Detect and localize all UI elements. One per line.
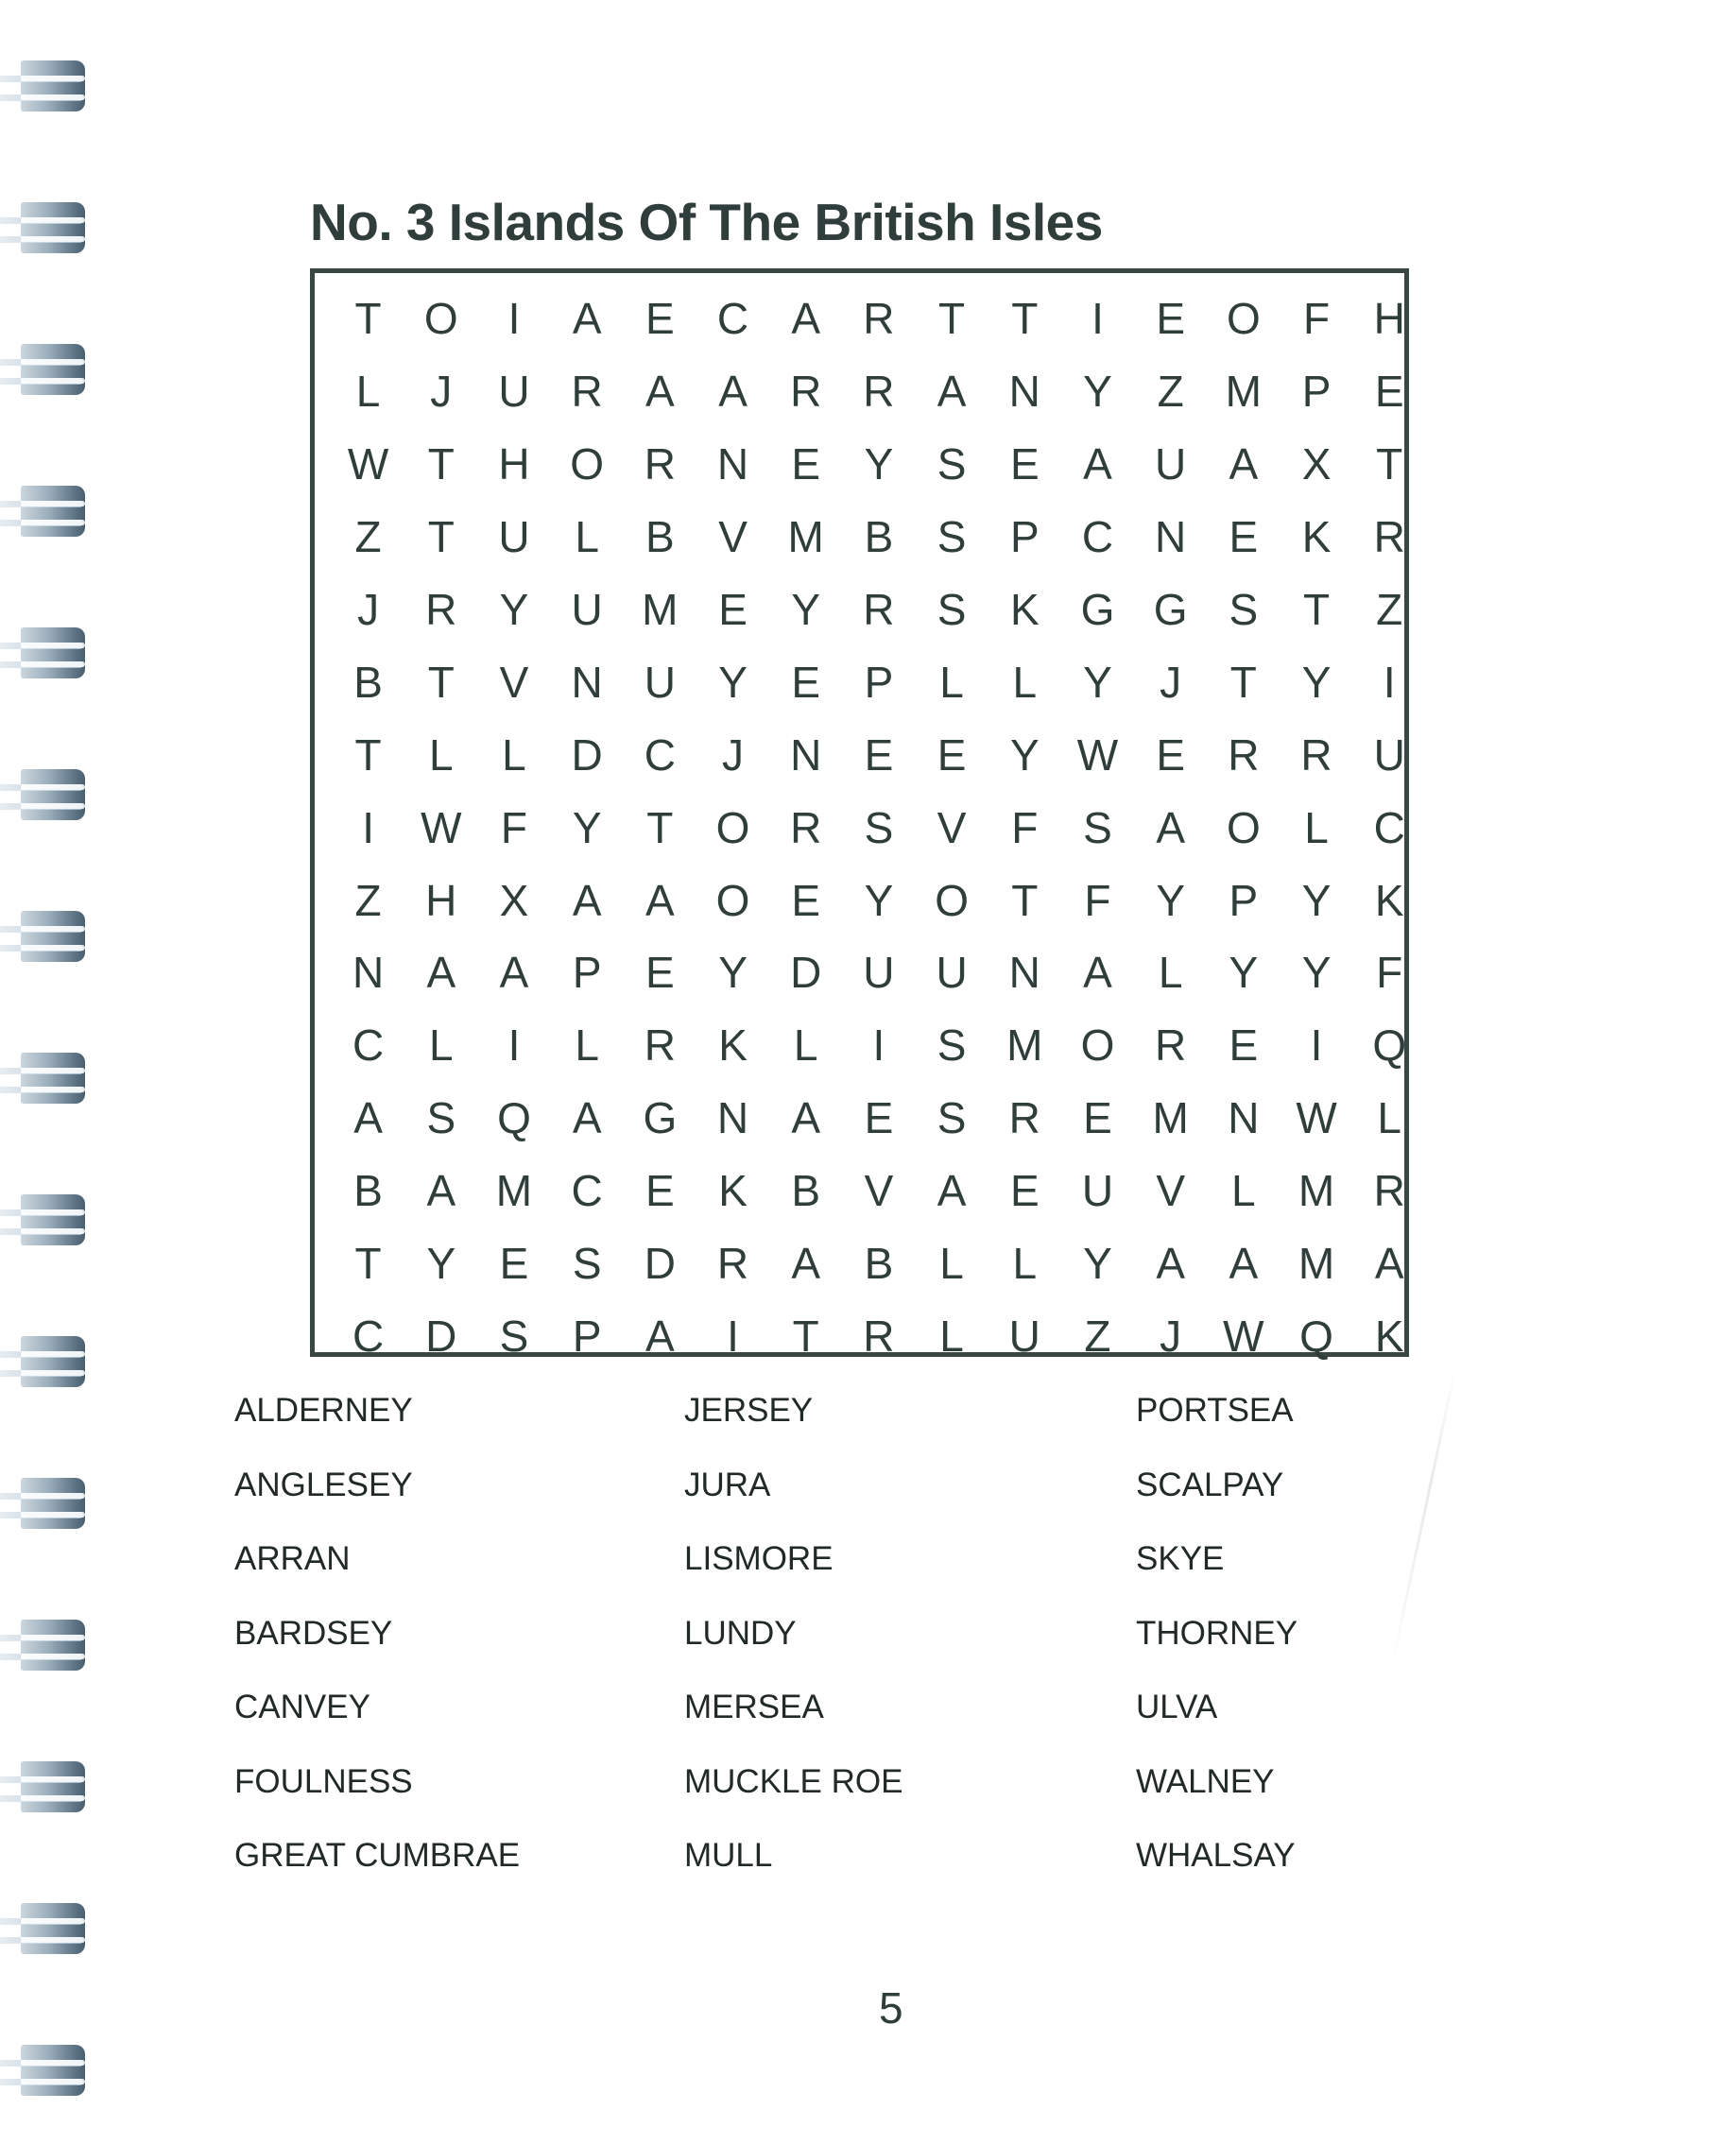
grid-cell: E <box>791 875 821 925</box>
grid-cell: L <box>1012 1239 1038 1289</box>
grid-cell: R <box>863 585 895 634</box>
grid-cell: P <box>1229 875 1259 925</box>
grid-cell: B <box>353 657 383 707</box>
grid-cell: Y <box>1083 367 1112 417</box>
grid-cell: U <box>571 585 603 634</box>
word-item: MUCKLE ROE <box>684 1762 903 1800</box>
word-item: WHALSAY <box>1136 1837 1296 1874</box>
grid-cell: S <box>937 439 967 489</box>
grid-cell: A <box>426 1166 456 1216</box>
grid-cell: F <box>1011 802 1039 852</box>
grid-cell: R <box>863 1311 895 1361</box>
grid-cell: Z <box>354 512 382 562</box>
grid-cell: Y <box>718 948 748 998</box>
grid-cell: L <box>1012 657 1038 707</box>
word-item: FOULNESS <box>234 1762 413 1800</box>
grid-cell: T <box>1376 439 1403 489</box>
grid-cell: L <box>575 512 599 562</box>
grid-cell: A <box>572 875 602 925</box>
spiral-coil-icon <box>0 1901 90 1956</box>
spiral-coil-icon <box>0 1476 90 1531</box>
grid-cell: H <box>425 875 457 925</box>
grid-cell: Y <box>864 875 894 925</box>
grid-cell: V <box>718 512 748 562</box>
grid-cell: O <box>1226 802 1261 852</box>
word-item: MULL <box>684 1837 773 1874</box>
grid-cell: A <box>645 875 675 925</box>
grid-cell: S <box>937 1093 967 1143</box>
grid-cell: R <box>1008 1093 1040 1143</box>
grid-cell: S <box>864 802 894 852</box>
word-item: CANVEY <box>234 1689 370 1725</box>
grid-cell: A <box>791 1239 821 1289</box>
grid-cell: P <box>1009 512 1040 562</box>
grid-cell: G <box>1080 585 1115 634</box>
grid-cell: I <box>872 1021 885 1071</box>
grid-cell: M <box>642 585 679 634</box>
grid-cell: T <box>792 1311 819 1361</box>
grid-cell: D <box>425 1311 457 1361</box>
grid-cell: E <box>1083 1093 1112 1143</box>
grid-cell: Y <box>718 657 748 707</box>
grid-cell: N <box>1155 512 1187 562</box>
grid-cell: A <box>645 367 675 417</box>
grid-cell: Y <box>572 802 602 852</box>
word-item: ALDERNEY <box>234 1392 413 1429</box>
grid-cell: O <box>1080 1021 1115 1071</box>
grid-cell: G <box>643 1093 678 1143</box>
grid-cell: Y <box>499 585 529 634</box>
grid-cell: N <box>571 657 603 707</box>
spiral-coil-icon <box>0 767 90 822</box>
grid-cell: A <box>1229 1239 1259 1289</box>
grid-cell: U <box>644 657 676 707</box>
word-column-2 <box>684 1381 902 1901</box>
grid-cell: J <box>722 729 745 780</box>
grid-cell: O <box>423 294 458 344</box>
grid-cell: A <box>1156 1239 1185 1289</box>
page-number: 5 <box>879 1983 903 2033</box>
grid-cell: K <box>1301 512 1332 562</box>
grid-cell: D <box>571 729 603 780</box>
grid-cell: L <box>1158 948 1183 998</box>
grid-cell: A <box>426 948 456 998</box>
grid-cell: Z <box>354 875 382 925</box>
spiral-coil-icon <box>0 484 90 539</box>
grid-cell: L <box>793 1021 818 1071</box>
word-item: GREAT CUMBRAE <box>234 1837 521 1874</box>
grid-cell: W <box>1296 1093 1337 1143</box>
grid-cell: T <box>1011 875 1039 925</box>
grid-cell: C <box>352 1311 385 1361</box>
grid-cell: T <box>646 802 674 852</box>
grid-cell: D <box>644 1239 676 1289</box>
grid-cell: R <box>1228 729 1260 780</box>
grid-cell: L <box>939 657 964 707</box>
grid-cell: B <box>791 1166 821 1216</box>
grid-cell: A <box>1083 439 1112 489</box>
grid-cell: N <box>716 439 749 489</box>
grid-cell: L <box>575 1021 599 1071</box>
grid-cell: T <box>1302 585 1331 634</box>
grid-cell: A <box>937 1166 967 1216</box>
grid-cell: Y <box>1301 657 1332 707</box>
grid-cell: E <box>1009 1166 1040 1216</box>
grid-cell: T <box>354 1239 382 1289</box>
grid-cell: E <box>791 439 821 489</box>
grid-cell: T <box>427 439 455 489</box>
grid-cell: B <box>645 512 675 562</box>
spiral-coil-icon <box>0 1051 90 1106</box>
word-item: ULVA <box>1136 1689 1218 1725</box>
grid-cell: R <box>425 585 457 634</box>
page-title: No. 3 Islands Of The British Isles <box>310 193 1103 251</box>
grid-cell: E <box>864 729 894 780</box>
spiral-coil-icon <box>0 1759 90 1814</box>
grid-cell: L <box>502 729 526 780</box>
spiral-coil-icon <box>0 909 90 964</box>
grid-cell: A <box>572 1093 602 1143</box>
grid-cell: C <box>644 729 676 780</box>
grid-cell: H <box>498 439 530 489</box>
grid-cell: Z <box>1084 1311 1111 1361</box>
grid-cell: L <box>1231 1166 1256 1216</box>
grid-cell: R <box>644 1021 676 1071</box>
grid-cell: K <box>718 1166 748 1216</box>
spiral-coil-icon <box>0 342 90 397</box>
spiral-coil-icon <box>0 1618 90 1672</box>
grid-cell: E <box>499 1239 529 1289</box>
grid-cell: C <box>571 1166 603 1216</box>
word-item: WALNEY <box>1136 1762 1275 1800</box>
grid-cell: I <box>1310 1021 1323 1071</box>
grid-cell: U <box>498 367 530 417</box>
grid-cell: S <box>937 1021 967 1071</box>
grid-cell: L <box>428 729 454 780</box>
grid-cell: E <box>645 948 675 998</box>
grid-cell: I <box>1091 294 1104 344</box>
word-item: ARRAN <box>234 1540 351 1577</box>
grid-cell: K <box>1374 875 1404 925</box>
grid-cell: M <box>1152 1093 1189 1143</box>
grid-cell: E <box>645 294 675 344</box>
grid-cell: V <box>1156 1166 1185 1216</box>
grid-cell: F <box>1302 294 1331 344</box>
grid-cell: L <box>355 367 381 417</box>
grid-cell: M <box>787 512 824 562</box>
grid-cell: S <box>1083 802 1112 852</box>
grid-cell: M <box>1298 1239 1335 1289</box>
grid-cell: Y <box>1301 948 1332 998</box>
grid-cell: O <box>1226 294 1261 344</box>
grid-cell: T <box>354 294 382 344</box>
grid-cell: J <box>357 585 380 634</box>
word-item: JERSEY <box>684 1392 814 1429</box>
grid-cell: A <box>791 294 821 344</box>
grid-cell: L <box>428 1021 454 1071</box>
grid-cell: E <box>791 657 821 707</box>
grid-cell: I <box>507 294 521 344</box>
grid-cell: F <box>1376 948 1403 998</box>
grid-cell: E <box>1229 1021 1259 1071</box>
grid-cell: J <box>1160 657 1182 707</box>
grid-cell: E <box>864 1093 894 1143</box>
grid-cell: Y <box>1083 1239 1112 1289</box>
grid-cell: A <box>1374 1239 1404 1289</box>
spiral-coil-icon <box>0 59 90 113</box>
grid-cell: Q <box>497 1093 531 1143</box>
grid-cell: L <box>939 1311 964 1361</box>
grid-cell: W <box>1076 729 1119 780</box>
grid-cell: Y <box>791 585 821 634</box>
grid-cell: B <box>864 1239 894 1289</box>
grid-cell: Y <box>1301 875 1332 925</box>
grid-cell: P <box>864 657 894 707</box>
grid-cell: N <box>352 948 385 998</box>
grid-cell: R <box>1373 512 1405 562</box>
word-item: ANGLESEY <box>234 1466 413 1503</box>
grid-cell: T <box>427 512 455 562</box>
grid-cell: S <box>1229 585 1259 634</box>
grid-cell: L <box>1377 1093 1402 1143</box>
grid-cell: G <box>1153 585 1188 634</box>
grid-cell: Y <box>1009 729 1040 780</box>
grid-cell: Y <box>1229 948 1259 998</box>
word-column-3 <box>1136 1381 1298 1901</box>
grid-cell: B <box>353 1166 383 1216</box>
grid-cell: R <box>790 367 822 417</box>
grid-cell: A <box>1229 439 1259 489</box>
grid-cell: K <box>718 1021 748 1071</box>
grid-cell: I <box>727 1311 739 1361</box>
spiral-coil-icon <box>0 1334 90 1389</box>
grid-cell: B <box>864 512 894 562</box>
word-item: JURA <box>684 1466 771 1503</box>
grid-cell: J <box>430 367 453 417</box>
grid-cell: R <box>863 294 895 344</box>
grid-cell: N <box>790 729 822 780</box>
grid-cell: W <box>1223 1311 1264 1361</box>
grid-cell: R <box>1300 729 1332 780</box>
grid-cell: Y <box>1083 657 1112 707</box>
grid-cell: S <box>426 1093 456 1143</box>
grid-cell: W <box>421 802 462 852</box>
grid-cell: V <box>937 802 967 852</box>
grid-cell: N <box>1008 948 1040 998</box>
grid-cell: T <box>1229 657 1257 707</box>
spiral-binding <box>0 0 104 2144</box>
grid-cell: U <box>1081 1166 1114 1216</box>
grid-cell: Z <box>1376 585 1403 634</box>
grid-cell: A <box>937 367 967 417</box>
grid-cell: C <box>352 1021 385 1071</box>
grid-cell: N <box>716 1093 749 1143</box>
grid-cell: M <box>495 1166 533 1216</box>
grid-cell: S <box>499 1311 529 1361</box>
word-item: PORTSEA <box>1136 1392 1294 1429</box>
spiral-coil-icon <box>0 2043 90 2098</box>
word-item: SKYE <box>1136 1540 1225 1577</box>
grid-cell: A <box>645 1311 675 1361</box>
grid-cell: V <box>864 1166 894 1216</box>
grid-cell: M <box>1006 1021 1043 1071</box>
grid-cell: F <box>1084 875 1111 925</box>
grid-cell: A <box>572 294 602 344</box>
grid-cell: P <box>1301 367 1332 417</box>
grid-cell: I <box>362 802 374 852</box>
word-item: BARDSEY <box>234 1614 393 1652</box>
spiral-coil-icon <box>0 1192 90 1247</box>
grid-cell: V <box>499 657 529 707</box>
grid-cell: A <box>718 367 748 417</box>
grid-cell: R <box>1373 1166 1405 1216</box>
grid-cell: R <box>863 367 895 417</box>
grid-cell: A <box>1083 948 1112 998</box>
grid-cell: T <box>427 657 455 707</box>
grid-cell: A <box>499 948 529 998</box>
grid-cell: L <box>939 1239 964 1289</box>
grid-cell: E <box>1229 512 1259 562</box>
grid-cell: R <box>790 802 822 852</box>
grid-cell: R <box>1155 1021 1187 1071</box>
grid-cell: E <box>1156 294 1185 344</box>
grid-cell: T <box>938 294 966 344</box>
grid-cell: K <box>1374 1311 1404 1361</box>
grid-cell: M <box>1298 1166 1335 1216</box>
grid-cell: T <box>354 729 382 780</box>
grid-cell: C <box>1081 512 1114 562</box>
grid-cell: E <box>1156 729 1185 780</box>
grid-cell: Q <box>1372 1021 1407 1071</box>
grid-cell: L <box>1304 802 1329 852</box>
grid-cell: U <box>1373 729 1405 780</box>
word-column-1 <box>234 1381 520 1901</box>
grid-cell: U <box>1008 1311 1040 1361</box>
grid-cell: U <box>936 948 968 998</box>
word-item: LUNDY <box>684 1614 797 1652</box>
grid-cell: Y <box>864 439 894 489</box>
grid-cell: R <box>571 367 603 417</box>
word-search-grid-frame <box>310 268 1409 1361</box>
grid-cell: A <box>353 1093 383 1143</box>
grid-cell: E <box>937 729 967 780</box>
grid-cell: W <box>347 439 389 489</box>
grid-cell: E <box>1374 367 1404 417</box>
grid-cell: E <box>718 585 748 634</box>
grid-cell: J <box>1160 1311 1182 1361</box>
grid-cell: O <box>935 875 969 925</box>
grid-cell: S <box>937 512 967 562</box>
grid-cell: C <box>716 294 749 344</box>
grid-cell: N <box>1228 1093 1260 1143</box>
spiral-coil-icon <box>0 626 90 680</box>
grid-cell: M <box>1225 367 1262 417</box>
word-search-grid <box>332 283 1426 1372</box>
grid-cell: N <box>1008 367 1040 417</box>
grid-cell: R <box>644 439 676 489</box>
word-list <box>234 1381 1463 1911</box>
word-item: THORNEY <box>1136 1614 1298 1652</box>
grid-cell: F <box>500 802 528 852</box>
grid-cell: S <box>572 1239 602 1289</box>
grid-cell: O <box>570 439 605 489</box>
word-item: LISMORE <box>684 1540 834 1577</box>
grid-cell: O <box>715 802 750 852</box>
grid-cell: Y <box>426 1239 456 1289</box>
word-item: MERSEA <box>684 1689 824 1725</box>
grid-cell: R <box>716 1239 749 1289</box>
grid-cell: U <box>863 948 895 998</box>
grid-cell: E <box>1009 439 1040 489</box>
grid-cell: X <box>1301 439 1332 489</box>
grid-cell: C <box>1373 802 1405 852</box>
grid-cell: Y <box>1156 875 1185 925</box>
grid-cell: T <box>1011 294 1039 344</box>
grid-cell: X <box>499 875 529 925</box>
grid-cell: P <box>572 948 602 998</box>
grid-cell: Q <box>1299 1311 1333 1361</box>
grid-cell: S <box>937 585 967 634</box>
grid-cell: I <box>507 1021 521 1071</box>
grid-cell: A <box>1156 802 1185 852</box>
grid-cell: U <box>498 512 530 562</box>
grid-cell: P <box>572 1311 602 1361</box>
grid-cell: U <box>1155 439 1187 489</box>
grid-cell: O <box>715 875 750 925</box>
grid-cell: E <box>645 1166 675 1216</box>
grid-cell: I <box>1383 657 1396 707</box>
spiral-coil-icon <box>0 200 90 255</box>
word-item: SCALPAY <box>1136 1466 1284 1503</box>
grid-cell: Z <box>1157 367 1184 417</box>
grid-cell: D <box>790 948 822 998</box>
grid-cell: K <box>1009 585 1040 634</box>
grid-cell: A <box>791 1093 821 1143</box>
grid-cell: H <box>1373 294 1405 344</box>
